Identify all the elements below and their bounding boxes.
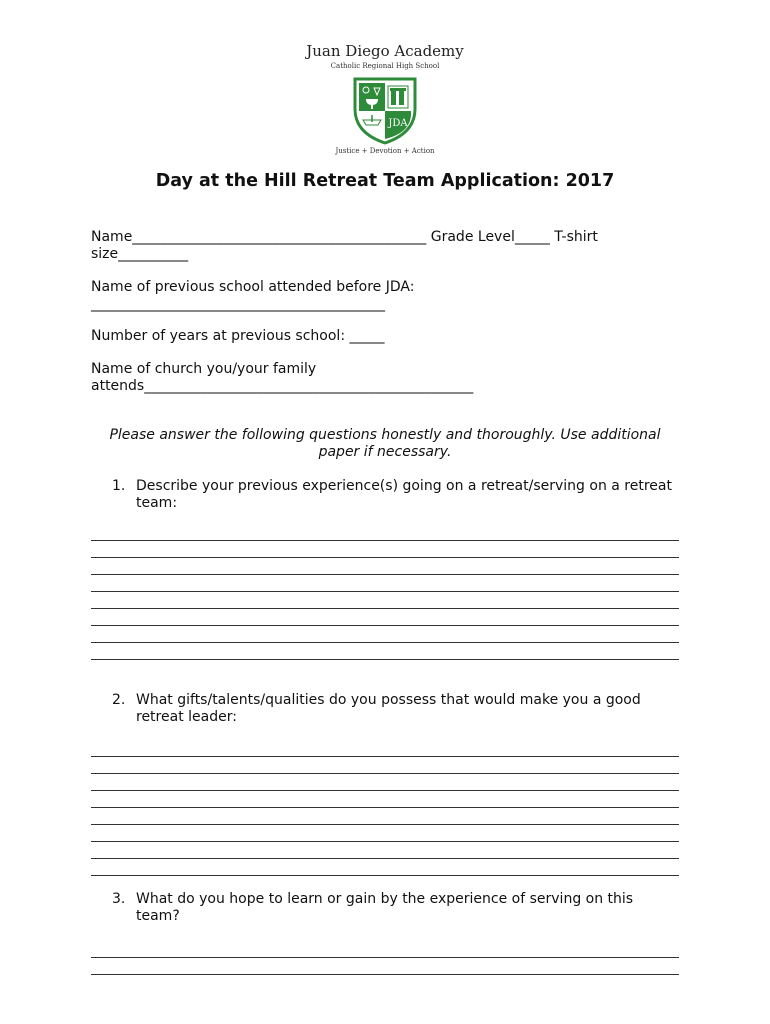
- tshirt-size-field[interactable]: size__________: [91, 246, 189, 262]
- church-field[interactable]: attends_______________________________________________: [91, 378, 474, 394]
- answer-line[interactable]: [91, 807, 679, 808]
- school-name: Juan Diego Academy: [306, 42, 464, 60]
- answer-line[interactable]: [91, 957, 679, 958]
- question-3-text: What do you hope to learn or gain by the experience of serving on this team?: [136, 891, 634, 924]
- school-header: [0, 42, 770, 155]
- answer-line[interactable]: [91, 756, 679, 757]
- name-grade-tshirt-field[interactable]: Name__________________________________________ Grade Level_____ T-shirt: [91, 229, 598, 245]
- answer-line[interactable]: [91, 591, 679, 592]
- school-motto: Justice + Devotion + Action: [335, 147, 435, 155]
- page-title: Day at the Hill Retreat Team Application: 2017: [155, 171, 615, 191]
- question-number: 3.: [112, 891, 126, 907]
- school-crest-logo: [352, 75, 418, 145]
- answer-line[interactable]: [91, 974, 679, 975]
- answer-line[interactable]: [91, 875, 679, 876]
- answer-line[interactable]: [91, 773, 679, 774]
- answer-line[interactable]: [91, 824, 679, 825]
- church-label: Name of church you/your family: [91, 361, 317, 377]
- answer-line[interactable]: [91, 557, 679, 558]
- answer-line[interactable]: [91, 608, 679, 609]
- years-previous-school-field[interactable]: Number of years at previous school: _____: [91, 328, 385, 344]
- answer-line[interactable]: [91, 790, 679, 791]
- answer-line[interactable]: [91, 625, 679, 626]
- previous-school-label: Name of previous school attended before JDA:: [91, 279, 415, 295]
- instructions-note: Please answer the following questions honestly and thoroughly. Use additional paper if necessary.: [109, 427, 661, 460]
- answer-line[interactable]: [91, 540, 679, 541]
- answer-line[interactable]: [91, 841, 679, 842]
- question-number: 2.: [112, 692, 126, 708]
- question-2-text: What gifts/talents/qualities do you possess that would make you a good retreat leader:: [136, 692, 641, 725]
- answer-line[interactable]: [91, 574, 679, 575]
- previous-school-field[interactable]: __________________________________________: [91, 296, 385, 312]
- answer-line[interactable]: [91, 642, 679, 643]
- answer-line[interactable]: [91, 858, 679, 859]
- crest-initials: JDA: [388, 118, 408, 129]
- answer-line[interactable]: [91, 659, 679, 660]
- school-subtitle: Catholic Regional High School: [330, 62, 440, 70]
- question-1-text: Describe your previous experience(s) going on a retreat/serving on a retreat team:: [136, 478, 672, 511]
- question-number: 1.: [112, 478, 126, 494]
